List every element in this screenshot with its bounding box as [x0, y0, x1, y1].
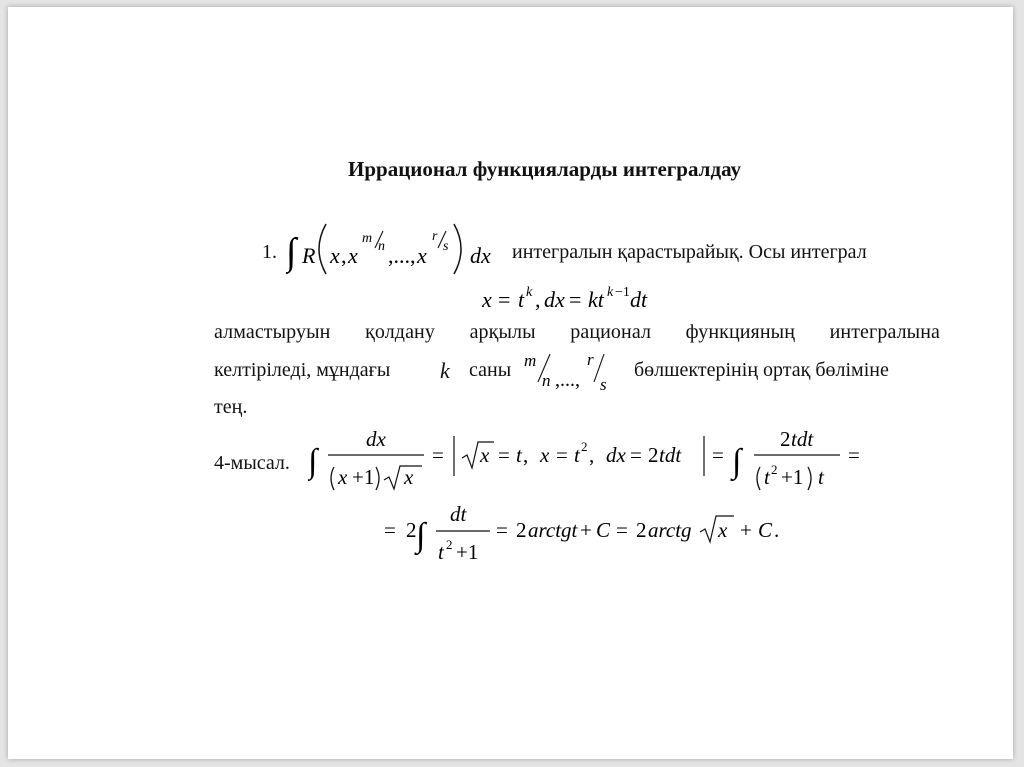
svg-text:2: 2 — [516, 518, 527, 542]
svg-text:,: , — [523, 443, 529, 467]
svg-text:x: x — [718, 518, 728, 542]
svg-text:C: C — [596, 518, 611, 542]
svg-text:arctg: arctg — [648, 518, 692, 542]
paragraph-line-3: тең. — [214, 396, 248, 418]
paragraph-line-2-end: бөлшектерінің ортақ бөліміне — [634, 359, 889, 381]
svg-text:=: = — [498, 443, 510, 467]
svg-text:=: = — [616, 518, 628, 542]
svg-text:=: = — [498, 287, 511, 312]
svg-text:+1: +1 — [456, 540, 479, 564]
page-title: Иррационал функцияларды интегралдау — [348, 157, 742, 181]
svg-text:2: 2 — [648, 443, 659, 467]
svg-text:=: = — [712, 443, 724, 467]
svg-text:.: . — [774, 518, 780, 542]
svg-text:,: , — [341, 243, 347, 268]
svg-text:−1: −1 — [615, 285, 630, 300]
svg-text:x: x — [540, 443, 550, 467]
svg-text:=: = — [432, 443, 444, 467]
substitution-formula — [482, 283, 682, 317]
svg-text:dx: dx — [366, 427, 386, 451]
svg-text:tdt: tdt — [659, 443, 682, 467]
fractions-list — [522, 348, 618, 396]
svg-text:∫: ∫ — [732, 443, 742, 480]
paragraph-line-2-mid: саны — [469, 359, 512, 381]
svg-text:x: x — [404, 465, 414, 489]
paragraph-line-2-start: келтіріледі, мұндағы — [214, 359, 391, 381]
svg-text:2: 2 — [780, 427, 791, 451]
svg-text:dt: dt — [450, 502, 467, 526]
svg-text:+: + — [580, 518, 592, 542]
svg-text:=: = — [556, 443, 568, 467]
svg-text:=: = — [848, 443, 860, 467]
example-equation-line-1 — [308, 422, 868, 498]
svg-text:m: m — [362, 231, 373, 246]
svg-text:dx: dx — [544, 287, 565, 312]
svg-text:s: s — [443, 239, 449, 254]
integral-sign: ∫ — [286, 231, 297, 273]
svg-text:,: , — [589, 443, 595, 467]
integral-description: интегралын қарастырайық. Осы интеграл — [512, 241, 867, 263]
svg-text:=: = — [384, 518, 396, 542]
svg-text:x: x — [482, 287, 492, 312]
svg-text:k: k — [526, 285, 533, 300]
svg-text:x: x — [338, 465, 348, 489]
paragraph-line-1: алмастыруын қолдану арқылы рационал функцияның интегралына — [214, 321, 940, 343]
svg-text:n: n — [378, 239, 385, 254]
svg-text:t: t — [818, 465, 824, 489]
k-symbol: k — [440, 358, 450, 383]
svg-text:2: 2 — [446, 537, 453, 552]
svg-text:dt: dt — [630, 287, 648, 312]
svg-text:2: 2 — [581, 439, 588, 454]
svg-text:r: r — [432, 229, 438, 244]
svg-text:arctgt: arctgt — [528, 518, 578, 542]
svg-text:+1: +1 — [781, 465, 804, 489]
svg-text:x: x — [348, 243, 358, 268]
svg-text:k: k — [607, 285, 614, 300]
svg-text:=: = — [630, 443, 642, 467]
svg-text:n: n — [542, 371, 551, 390]
svg-text:∫: ∫ — [416, 517, 426, 554]
svg-text:+1: +1 — [352, 465, 375, 489]
svg-text:r: r — [587, 350, 594, 369]
svg-text:kt: kt — [588, 287, 604, 312]
svg-text:dx: dx — [606, 443, 626, 467]
svg-text:t: t — [438, 540, 444, 564]
svg-text:2: 2 — [636, 518, 647, 542]
slide — [8, 7, 1013, 759]
svg-text:x: x — [330, 243, 340, 268]
integrand-letter: R — [302, 243, 316, 268]
left-paren — [319, 224, 326, 274]
svg-text:tdt: tdt — [791, 427, 814, 451]
svg-text:,: , — [535, 287, 541, 312]
svg-text:=: = — [569, 287, 582, 312]
svg-text:C: C — [758, 518, 773, 542]
svg-text:=: = — [496, 518, 508, 542]
svg-text:t: t — [574, 443, 580, 467]
example-label: 4-мысал. — [214, 452, 290, 474]
right-paren — [454, 224, 461, 274]
svg-text:s: s — [600, 375, 607, 394]
svg-text:2: 2 — [771, 462, 778, 477]
item-number: 1. — [262, 241, 277, 263]
svg-text:,...,: ,..., — [555, 369, 580, 391]
example-equation-line-2 — [384, 496, 814, 568]
svg-text:,...,: ,..., — [388, 243, 416, 268]
svg-text:∫: ∫ — [308, 443, 318, 480]
svg-text:dx: dx — [470, 243, 491, 268]
svg-text:+: + — [740, 518, 752, 542]
svg-text:t: t — [516, 443, 522, 467]
svg-text:x: x — [417, 243, 427, 268]
svg-text:m: m — [524, 351, 537, 370]
integral-formula-1 — [286, 218, 508, 280]
svg-text:x: x — [480, 443, 490, 467]
svg-text:t: t — [518, 287, 525, 312]
svg-text:2: 2 — [406, 518, 417, 542]
svg-text:t: t — [764, 465, 770, 489]
